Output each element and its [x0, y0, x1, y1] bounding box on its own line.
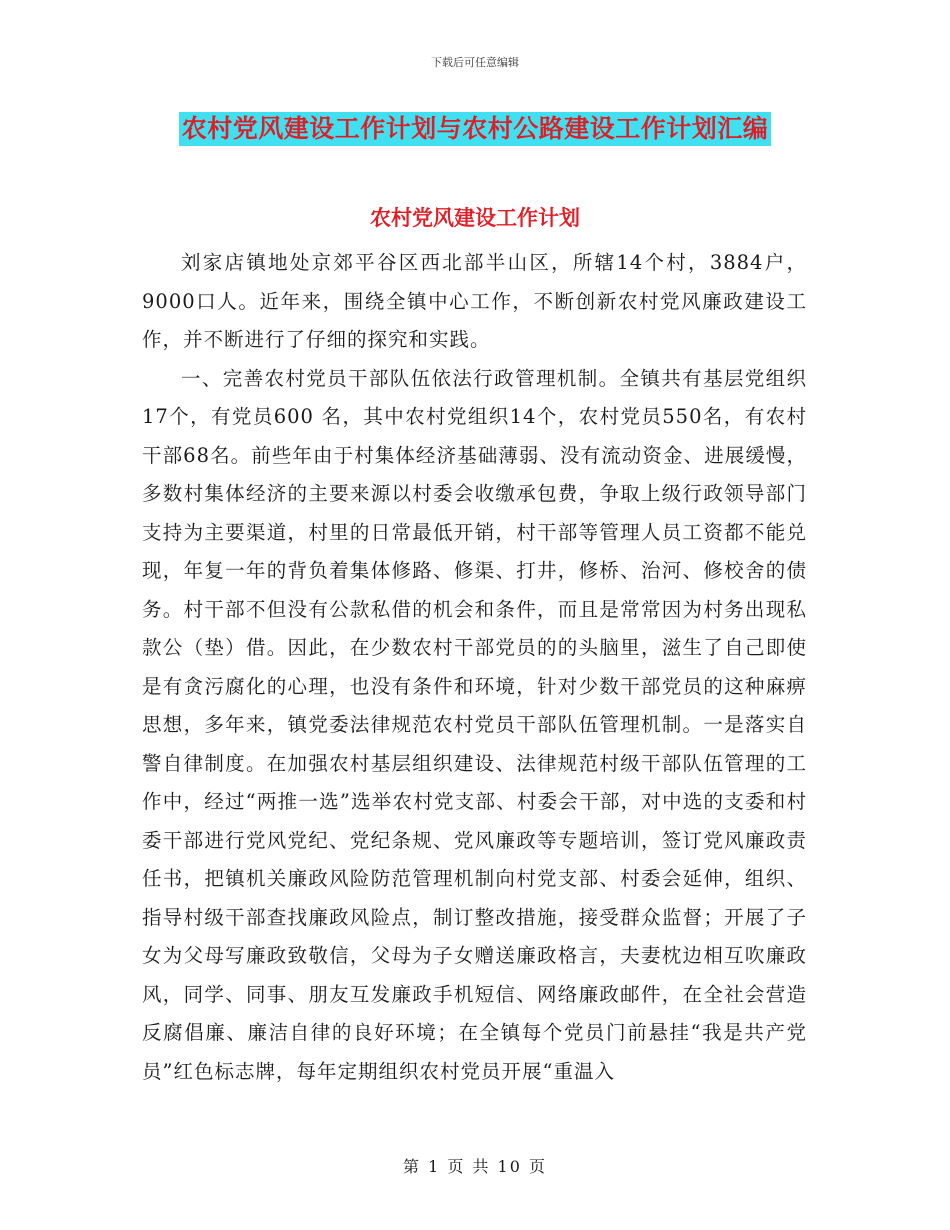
body-text — [142, 244, 807, 1091]
page-number-footer: 第 1 页 共 10 页 — [403, 1157, 547, 1176]
header-note: 下载后可任意编辑 — [431, 56, 519, 69]
section-title: 农村党风建设工作计划 — [370, 206, 580, 230]
document-title: 农村党风建设工作计划与农村公路建设工作计划汇编 — [179, 112, 772, 146]
paragraph-section-one: 一、完善农村党员干部队伍依法行政管理机制。全镇共有基层党组织17个，有党员600 名，其中农村党组织14个，农村党员550名，有农村干部68名。前些年由于村集体经济基础薄弱、没有流动资金、进展缓慢，多数村集体经济的主要来源以村委会收缴承包费，争取上级行政领导部门支持为主要渠道，村里的日常最低开销，村干部等管理人员工资都不能兑现，年复一年的背负着集体修路、修渠、打井，修桥、治河、修校舍的债务。村干部不但没有公款私借的机会和条件，而且是常常因为村务出现私款公（垫）借。因此，在少数农村干部党员的的头脑里，滋生了自己即使是有贪污腐化的心理，也没有条件和环境，针对少数干部党员的这种麻痹思想，多年来，镇党委法律规范农村党员干部队伍管理机制。一是落实自警自律制度。在加强农村基层组织建设、法律规范村级干部队伍管理的工作中，经过“两推一选”选举农村党支部、村委会干部，对中选的支委和村委干部进行党风党纪、党纪条规、党风廉政等专题培训，签订党风廉政责任书，把镇机关廉政风险防范管理机制向村党支部、村委会延伸，组织、指导村级干部查找廉政风险点，制订整改措施，接受群众监督；开展了子女为父母写廉政致敬信，父母为子女赠送廉政格言，夫妻枕边相互吹廉政风，同学、同事、朋友互发廉政手机短信、网络廉政邮件，在全社会营造反腐倡廉、廉洁自律的良好环境；在全镇每个党员门前悬挂“我是共产党员”红色标志牌，每年定期组织农村党员开展“重温入 — [142, 366, 807, 1083]
paragraph-intro: 刘家店镇地处京郊平谷区西北部半山区，所辖14个村，3884户，9000口人。近年来，围绕全镇中心工作，不断创新农村党风廉政建设工作，并不断进行了仔细的探究和实践。 — [142, 251, 807, 351]
document-title-container — [0, 112, 950, 146]
